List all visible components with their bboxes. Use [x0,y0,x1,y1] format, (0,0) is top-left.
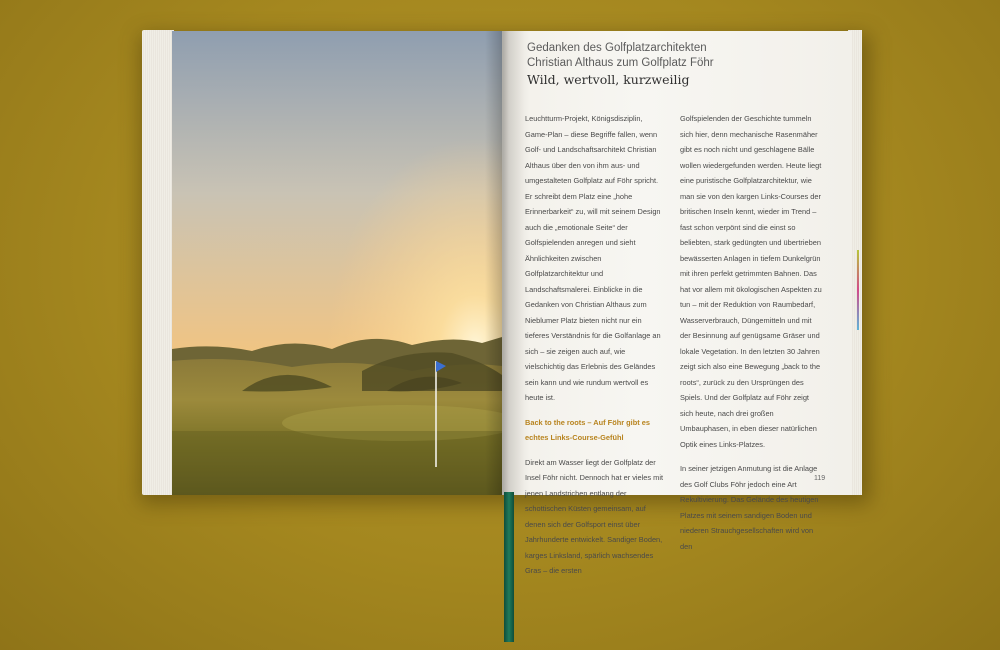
paragraph: Leuchtturm-Projekt, Königsdisziplin, Game-Plan – diese Begriffe fallen, wenn Golf- und Landschaftsarchitekt Christian Althaus über den von ihm aus- und umgestalteten Golfplatz auf Föhr spricht. Er schreibt dem Platz eine „hohe Erinnerbarkeit“ zu, will mit seinem Design auch die „emotionale Seite“ der Golfspielenden anregen und sieht Ähnlichkeiten zwischen Golfplatzarchitektur und Landschaftsmalerei. Einblicke in die Gedanken von Christian Althaus zum Nieblumer Platz bieten nicht nur ein tieferes Verständnis für die Golfanlage an sich – sie zeigen auch auf, wie vielschichtig das Erlebnis des Geländes sein kann und wie rundum wertvoll es heute ist. [525,114,661,402]
subheading: Back to the roots – Auf Föhr gibt es echtes Links-Course-Gefühl [525,417,650,442]
article-header [527,41,714,88]
page-edges-left [142,30,174,495]
foreground-shadow [172,431,502,495]
text-column-right [680,111,822,563]
kicker-line-2: Christian Althaus zum Golfplatz Föhr [527,57,714,69]
kicker-line-1: Gedanken des Golfplatzarchitekten [527,42,707,54]
bookmark-ribbon [504,492,514,642]
text-page [502,31,852,575]
text-column-left [525,111,667,588]
paragraph: Direkt am Wasser liegt der Golfplatz der Insel Föhr nicht. Dennoch hat er vieles mit jenen Landstrichen entlang der schottischen Küsten gemeinsam, auf denen sich der Golfsport einst über Jahrhunderte entwickelt. Sandiger Boden, karges Linksland, spärlich wachsendes Gras – die ersten [525,457,664,575]
golf-course-photo [172,31,502,495]
page-edge-color-marks [857,250,859,330]
page-number: 119 [814,475,826,482]
article-title: Wild, wertvoll, kurzweilig [527,72,690,87]
paragraph: In seiner jetzigen Anmutung ist die Anlage des Golf Clubs Föhr jedoch eine Art Rekultivierung. Das Gelände des heutigen Platzes mit seinem sandigen Boden und niederen Strauchgesellschaften wird von den [680,464,819,551]
paragraph: Golfspielenden der Geschichte tummeln sich hier, denn mechanische Rasenmäher gibt es noch nicht und geschlagene Bälle wollen wiedergefunden werden. Heute liegt eine puristische Golfplatzarchitektur, wie man sie von den kargen Links-Courses der britischen Inseln kennt, wieder im Trend – fast schon verpönt sind die einst so beliebten, stark gedüngten und übertrieben bewässerten Anlagen in tiefem Dunkelgrün mit ihren perfekt getrimmten Bahnen. Das hat vor allem mit ökologischen Aspekten zu tun – mit der Reduktion von Raumbedarf, Wasserverbrauch, Düngemitteln und mit der Besinnung auf genügsame Gräser und lokale Vegetation. In den letzten 30 Jahren zeigt sich also eine Bewegung „back to the roots“, zurück zu den Ursprüngen des Spiels. Und der Golfplatz auf Föhr zeigt sich heute, nach drei großen Umbauphasen, in eben dieser natürlichen Optik eines Links-Platzes. [680,114,822,449]
